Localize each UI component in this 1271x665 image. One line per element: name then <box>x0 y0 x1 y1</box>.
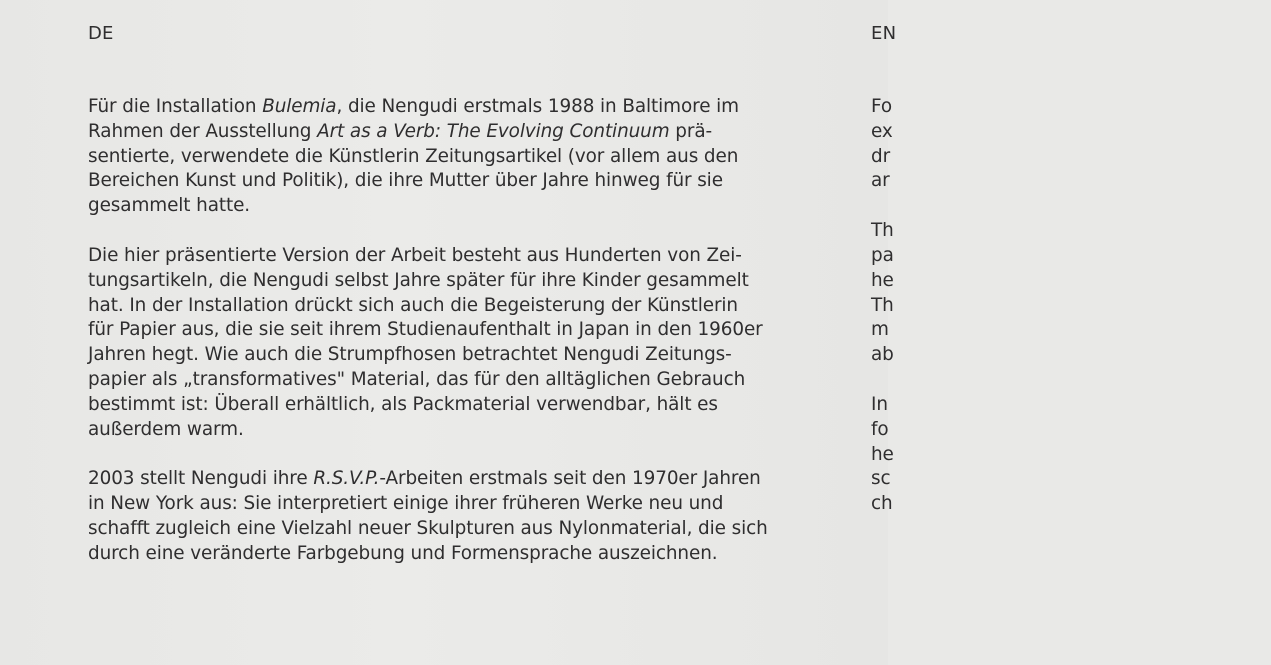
text-segment: In <box>871 393 888 415</box>
text-line <box>871 418 1271 443</box>
text-segment: fo <box>871 418 889 440</box>
text-line <box>871 244 1271 269</box>
text-segment: Th <box>871 294 894 316</box>
text-segment: gesammelt hatte. <box>88 195 251 217</box>
text-line <box>88 95 858 120</box>
text-segment: Jahren hegt. Wie auch die Strumpfhosen betrachtet Nengudi Zeitungs- <box>88 344 732 366</box>
text-line <box>871 120 1271 145</box>
text-segment: hat. In der Installation drückt sich auch die Begeisterung der Künstlerin <box>88 294 738 316</box>
text-segment: sc <box>871 468 891 490</box>
text-segment: 2003 stellt Nengudi ihre <box>88 468 314 490</box>
text-line <box>871 294 1271 319</box>
text-line <box>88 343 858 368</box>
text-segment: Bereichen Kunst und Politik), die ihre Mutter über Jahre hinweg für sie <box>88 170 723 192</box>
text-segment: in New York aus: Sie interpretiert einige ihrer früheren Werke neu und <box>88 493 724 515</box>
text-segment: papier als „transformatives" Material, das für den alltäglichen Gebrauch <box>88 368 746 390</box>
text-segment: ar <box>871 170 890 192</box>
text-segment: sentierte, verwendete die Künstlerin Zeitungsartikel (vor allem aus den <box>88 145 739 167</box>
text-line <box>871 492 1271 517</box>
text-line <box>88 467 858 492</box>
text-segment: dr <box>871 145 891 167</box>
text-segment: für Papier aus, die sie seit ihrem Studienaufenthalt in Japan in den 1960er <box>88 319 763 341</box>
text-segment: prä- <box>669 120 713 142</box>
text-segment: schafft zugleich eine Vielzahl neuer Skulpturen aus Nylonmaterial, die sich <box>88 517 768 539</box>
text-line <box>871 269 1271 294</box>
text-line <box>871 467 1271 492</box>
text-segment: durch eine veränderte Farbgebung und Formensprache auszeichnen. <box>88 542 718 564</box>
english-paragraph-3 <box>871 393 1271 517</box>
italic-title: Bulemia <box>262 96 337 117</box>
text-line <box>871 219 1271 244</box>
italic-title: R.S.V.P. <box>313 468 380 490</box>
text-line <box>88 194 858 219</box>
text-segment: he <box>871 443 894 465</box>
text-segment: m <box>871 319 889 341</box>
text-line <box>88 368 858 393</box>
english-language-heading: EN <box>871 23 897 44</box>
english-text-column <box>871 20 1271 542</box>
text-segment: Fo <box>871 96 892 117</box>
german-paragraph-3 <box>88 467 858 566</box>
text-line <box>88 418 858 443</box>
text-segment: pa <box>871 244 894 266</box>
text-segment: außerdem warm. <box>88 418 244 440</box>
text-line <box>88 318 858 343</box>
text-segment: tungsartikeln, die Nengudi selbst Jahre später für ihre Kinder gesammelt <box>88 269 749 291</box>
text-line <box>88 145 858 170</box>
text-segment: ab <box>871 344 894 366</box>
text-segment: ex <box>871 120 893 142</box>
text-segment: Für die Installation <box>88 96 263 117</box>
text-line <box>871 393 1271 418</box>
text-line <box>871 95 1271 120</box>
text-line <box>88 492 858 517</box>
text-line <box>88 269 858 294</box>
text-line <box>871 169 1271 194</box>
text-segment: ch <box>871 493 893 515</box>
text-line <box>871 318 1271 343</box>
english-paragraph-2 <box>871 219 1271 368</box>
german-language-heading: DE <box>88 23 114 44</box>
text-segment: Die hier präsentierte Version der Arbeit besteht aus Hunderten von Zei- <box>88 244 742 266</box>
text-line <box>88 294 858 319</box>
text-line <box>88 169 858 194</box>
text-segment: he <box>871 269 894 291</box>
text-line <box>88 542 858 567</box>
text-segment: , die Nengudi erstmals 1988 in Baltimore im <box>336 96 739 117</box>
text-segment: Th <box>871 220 894 242</box>
german-paragraph-2 <box>88 244 858 442</box>
text-line <box>871 145 1271 170</box>
english-paragraph-1 <box>871 95 1271 194</box>
text-line <box>88 244 858 269</box>
text-segment: Rahmen der Ausstellung <box>88 120 318 142</box>
text-line <box>871 443 1271 468</box>
italic-title: Art as a Verb: The Evolving Continuum <box>317 120 670 142</box>
text-line <box>88 393 858 418</box>
text-line <box>88 517 858 542</box>
german-paragraph-1 <box>88 95 858 219</box>
text-segment: -Arbeiten erstmals seit den 1970er Jahren <box>379 468 761 490</box>
text-line <box>871 343 1271 368</box>
text-line <box>88 120 858 145</box>
german-text-column <box>88 20 858 592</box>
text-segment: bestimmt ist: Überall erhältlich, als Packmaterial verwendbar, hält es <box>88 393 718 415</box>
